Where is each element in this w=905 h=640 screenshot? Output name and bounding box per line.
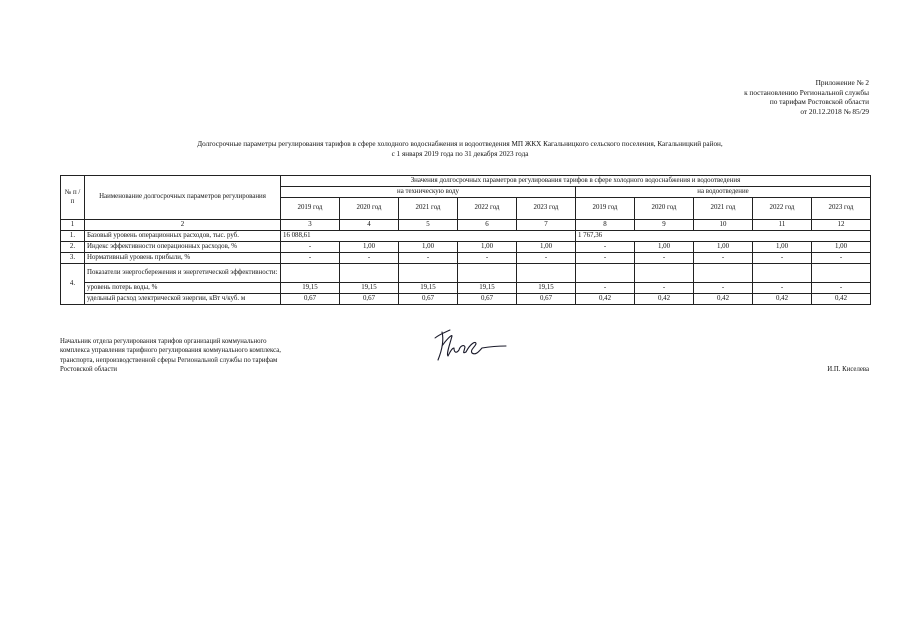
row-num: 3.: [61, 253, 85, 264]
table-row: [61, 242, 871, 253]
row-num: 2.: [61, 242, 85, 253]
index-cell: 4: [340, 220, 399, 231]
value-cell: -: [753, 283, 812, 294]
value-cell-empty: [458, 264, 517, 283]
table-row: [61, 253, 871, 264]
row-num: 1.: [61, 231, 85, 242]
value-cell: -: [458, 253, 517, 264]
value-cell-empty: [517, 231, 576, 242]
value-cell-empty: [458, 231, 517, 242]
appendix-authority: по тарифам Ростовской области: [769, 97, 869, 106]
header-group-water: на техническую воду: [281, 187, 576, 198]
value-cell: -: [281, 253, 340, 264]
column-index-row: [61, 220, 871, 231]
value-cell: 0,42: [753, 294, 812, 305]
index-cell: 1: [61, 220, 85, 231]
value-cell: 0,42: [694, 294, 753, 305]
value-cell: 1,00: [399, 242, 458, 253]
value-cell-empty: [635, 264, 694, 283]
value-cell: 0,67: [340, 294, 399, 305]
value-cell-empty: [399, 231, 458, 242]
appendix-number: Приложение № 2: [815, 78, 869, 87]
value-cell: -: [340, 253, 399, 264]
value-cell-empty: [753, 264, 812, 283]
index-cell: 5: [399, 220, 458, 231]
value-cell: -: [281, 242, 340, 253]
value-cell: 19,15: [340, 283, 399, 294]
value-cell: 19,15: [458, 283, 517, 294]
index-cell: 9: [635, 220, 694, 231]
value-cell: 16 088,61: [281, 231, 340, 242]
position-line: транспорта, непроизводственной сферы Региональной службы по тарифам: [60, 356, 278, 364]
row-num: 4.: [61, 264, 85, 305]
value-cell: 0,67: [458, 294, 517, 305]
value-cell-empty: [694, 264, 753, 283]
header-values: Значения долгосрочных параметров регулирования тарифов в сфере холодного водоснабжения и водоотведения: [281, 176, 871, 187]
table-row: [61, 231, 871, 242]
value-cell: 1,00: [753, 242, 812, 253]
row-name: Индекс эффективности операционных расходов, %: [85, 242, 281, 253]
value-cell-empty: [812, 231, 871, 242]
value-cell: -: [635, 283, 694, 294]
row-name: Показатели энергосбережения и энергетической эффективности:: [85, 264, 281, 283]
value-cell-empty: [340, 264, 399, 283]
row-name: уровень потерь воды, %: [85, 283, 281, 294]
value-cell: -: [635, 253, 694, 264]
value-cell: -: [812, 253, 871, 264]
year-cell: 2022 год: [458, 198, 517, 220]
year-cell: 2021 год: [694, 198, 753, 220]
position-line: Начальник отдела регулирования тарифов организаций коммунального: [60, 338, 267, 345]
value-cell: 0,67: [281, 294, 340, 305]
value-cell: -: [576, 242, 635, 253]
index-cell: 6: [458, 220, 517, 231]
index-cell: 3: [281, 220, 340, 231]
value-cell: 1,00: [517, 242, 576, 253]
document-title: [60, 140, 860, 159]
value-cell: -: [517, 253, 576, 264]
value-cell: 0,67: [517, 294, 576, 305]
year-cell: 2020 год: [340, 198, 399, 220]
year-cell: 2023 год: [812, 198, 871, 220]
parameters-table: [60, 175, 871, 305]
value-cell-empty: [812, 264, 871, 283]
table-row: [61, 283, 871, 294]
value-cell: -: [576, 283, 635, 294]
appendix-date: от 20.12.2018 № 85/29: [800, 106, 869, 116]
value-cell: 0,42: [812, 294, 871, 305]
year-cell: 2019 год: [576, 198, 635, 220]
year-cell: 2021 год: [399, 198, 458, 220]
value-cell: 1,00: [812, 242, 871, 253]
value-cell-empty: [399, 264, 458, 283]
value-cell: 1,00: [340, 242, 399, 253]
year-cell: 2023 год: [517, 198, 576, 220]
title-line-1: Долгосрочные параметры регулирования тарифов в сфере холодного водоснабжения и водоотведения МП ЖКХ Кагальницкого сельского поселения, Кагальницкий район,: [197, 140, 723, 148]
value-cell-empty: [635, 231, 694, 242]
value-cell: 0,67: [399, 294, 458, 305]
value-cell-empty: [340, 231, 399, 242]
value-cell-empty: [753, 231, 812, 242]
year-cell: 2019 год: [281, 198, 340, 220]
table-row: [61, 294, 871, 305]
value-cell: 1 767,36: [576, 231, 635, 242]
value-cell: 0,42: [576, 294, 635, 305]
index-cell: 2: [85, 220, 281, 231]
index-cell: 12: [812, 220, 871, 231]
row-name: Нормативный уровень прибыли, %: [85, 253, 281, 264]
index-cell: 11: [753, 220, 812, 231]
value-cell-empty: [694, 231, 753, 242]
index-cell: 8: [576, 220, 635, 231]
year-cell: 2020 год: [635, 198, 694, 220]
value-cell: -: [576, 253, 635, 264]
value-cell-empty: [517, 264, 576, 283]
value-cell: 19,15: [281, 283, 340, 294]
table-row: [61, 264, 871, 283]
title-line-2: с 1 января 2019 года по 31 декабря 2023 года: [391, 149, 529, 158]
signer-position: [60, 337, 335, 374]
year-cell: 2022 год: [753, 198, 812, 220]
value-cell: -: [753, 253, 812, 264]
value-cell: 19,15: [517, 283, 576, 294]
value-cell: -: [812, 283, 871, 294]
header-group-sewer: на водоотведение: [576, 187, 871, 198]
value-cell: 0,42: [635, 294, 694, 305]
header-row-1: [61, 176, 871, 187]
value-cell: 1,00: [635, 242, 694, 253]
position-line: комплекса управления тарифного регулирования коммунального комплекса,: [60, 347, 281, 355]
header-num: № п /п: [61, 176, 85, 220]
appendix-reference: к постановлению Региональной службы: [744, 87, 869, 97]
index-cell: 10: [694, 220, 753, 231]
header-name: Наименование долгосрочных параметров регулирования: [85, 176, 281, 220]
value-cell-empty: [281, 264, 340, 283]
value-cell: -: [694, 253, 753, 264]
value-cell: 1,00: [694, 242, 753, 253]
value-cell: -: [694, 283, 753, 294]
signer-name: И.П. Киселева: [827, 366, 869, 373]
row-name: удельный расход электрической энергии, кВт ч/куб. м: [85, 294, 281, 305]
value-cell: 19,15: [399, 283, 458, 294]
handwritten-signature: [432, 326, 512, 368]
value-cell: 1,00: [458, 242, 517, 253]
value-cell: -: [399, 253, 458, 264]
appendix-header: [744, 78, 869, 116]
row-name: Базовый уровень операционных расходов, тыс. руб.: [85, 231, 281, 242]
position-line: Ростовской области: [60, 365, 118, 373]
value-cell-empty: [576, 264, 635, 283]
index-cell: 7: [517, 220, 576, 231]
